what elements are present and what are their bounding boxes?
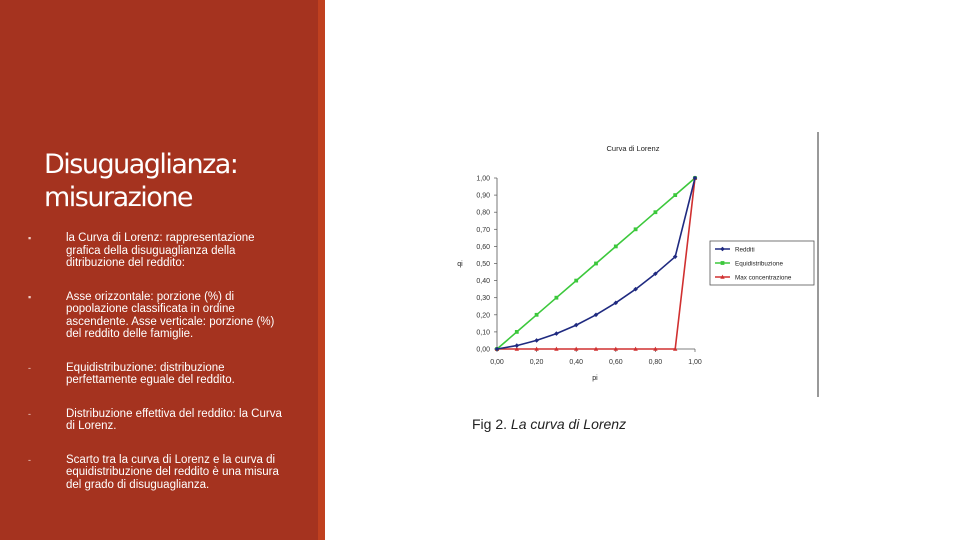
slide-title (44, 148, 314, 214)
bullet-item (28, 454, 286, 492)
chart-legend (710, 241, 814, 285)
lorenz-chart-svg (455, 130, 825, 400)
data-point (721, 261, 725, 265)
bullet-marker: ▪ (28, 291, 32, 302)
x-tick-label: 0,20 (529, 359, 544, 366)
x-tick-label: 1,00 (688, 359, 702, 366)
y-tick-label: 0,70 (476, 226, 490, 234)
bullet-marker: - (28, 408, 31, 419)
data-point (555, 296, 559, 300)
y-tick-label: 0,00 (476, 346, 490, 354)
bullet-item (28, 232, 286, 270)
x-tick-label: 0,40 (569, 359, 584, 366)
data-point (534, 338, 539, 343)
bullet-item (28, 291, 286, 341)
bullet-list (28, 232, 286, 491)
bullet-marker: ▪ (28, 233, 32, 243)
y-tick-label: 0,90 (476, 192, 490, 200)
y-tick-label: 0,50 (476, 261, 490, 268)
panel-accent-stripe (318, 0, 325, 540)
slide-title-line1: Disuguaglianza: (44, 149, 238, 180)
y-tick-label: 0,60 (476, 243, 490, 251)
y-tick-label: 1,00 (476, 175, 490, 183)
y-tick-label: 0,10 (476, 329, 490, 337)
data-point (594, 262, 598, 266)
y-tick-label: 0,30 (476, 295, 490, 303)
chart-title: Curva di Lorenz (606, 144, 660, 153)
caption-prefix: Fig 2. (472, 416, 508, 432)
caption-title: La curva di Lorenz (510, 416, 627, 432)
legend-label: Max concentrazione (735, 274, 792, 282)
bullet-item (28, 408, 286, 433)
lorenz-chart (455, 130, 825, 400)
x-tick-label: 0,60 (608, 359, 623, 366)
data-point (634, 227, 638, 231)
data-point (535, 313, 539, 317)
bullet-item (28, 362, 286, 387)
bullet-text: Equidistribuzione: distribuzione perfettamente eguale del reddito. (66, 361, 235, 386)
data-point (554, 331, 559, 336)
bullet-marker: - (28, 362, 31, 373)
y-tick-label: 0,40 (476, 278, 490, 286)
data-point (515, 330, 519, 334)
figure-caption (472, 416, 626, 432)
bullet-text: Distribuzione effettiva del reddito: la Curva di Lorenz. (66, 407, 282, 432)
legend-label: Equidistribuzione (735, 260, 783, 268)
data-point (673, 193, 677, 197)
x-tick-label: 0,00 (490, 359, 504, 366)
slide-title-line2: misurazione (44, 182, 193, 213)
data-point (614, 245, 618, 249)
series-layer (495, 176, 698, 352)
data-point (574, 279, 578, 283)
bullet-marker: - (28, 454, 31, 465)
y-tick-label: 0,20 (476, 312, 490, 320)
y-axis-label: qi (457, 261, 463, 268)
y-tick-label: 0,80 (476, 209, 490, 217)
x-tick-label: 0,80 (648, 359, 663, 366)
x-axis-label: pi (592, 375, 598, 382)
data-point (654, 210, 658, 214)
bullet-text: Scarto tra la curva di Lorenz e la curva di equidistribuzione del reddito è una misura del grado di disuguaglianza. (66, 453, 279, 491)
data-point (515, 343, 520, 348)
bullet-text: Asse orizzontale: porzione (%) di popolazione classificata in ordine ascendente. Asse verticale: porzione (%) del reddito delle famiglie. (66, 290, 275, 340)
legend-label: Redditi (735, 246, 755, 254)
bullet-text: la Curva di Lorenz: rappresentazione grafica della disuguaglianza della ditribuzione del reddito: (66, 232, 255, 269)
